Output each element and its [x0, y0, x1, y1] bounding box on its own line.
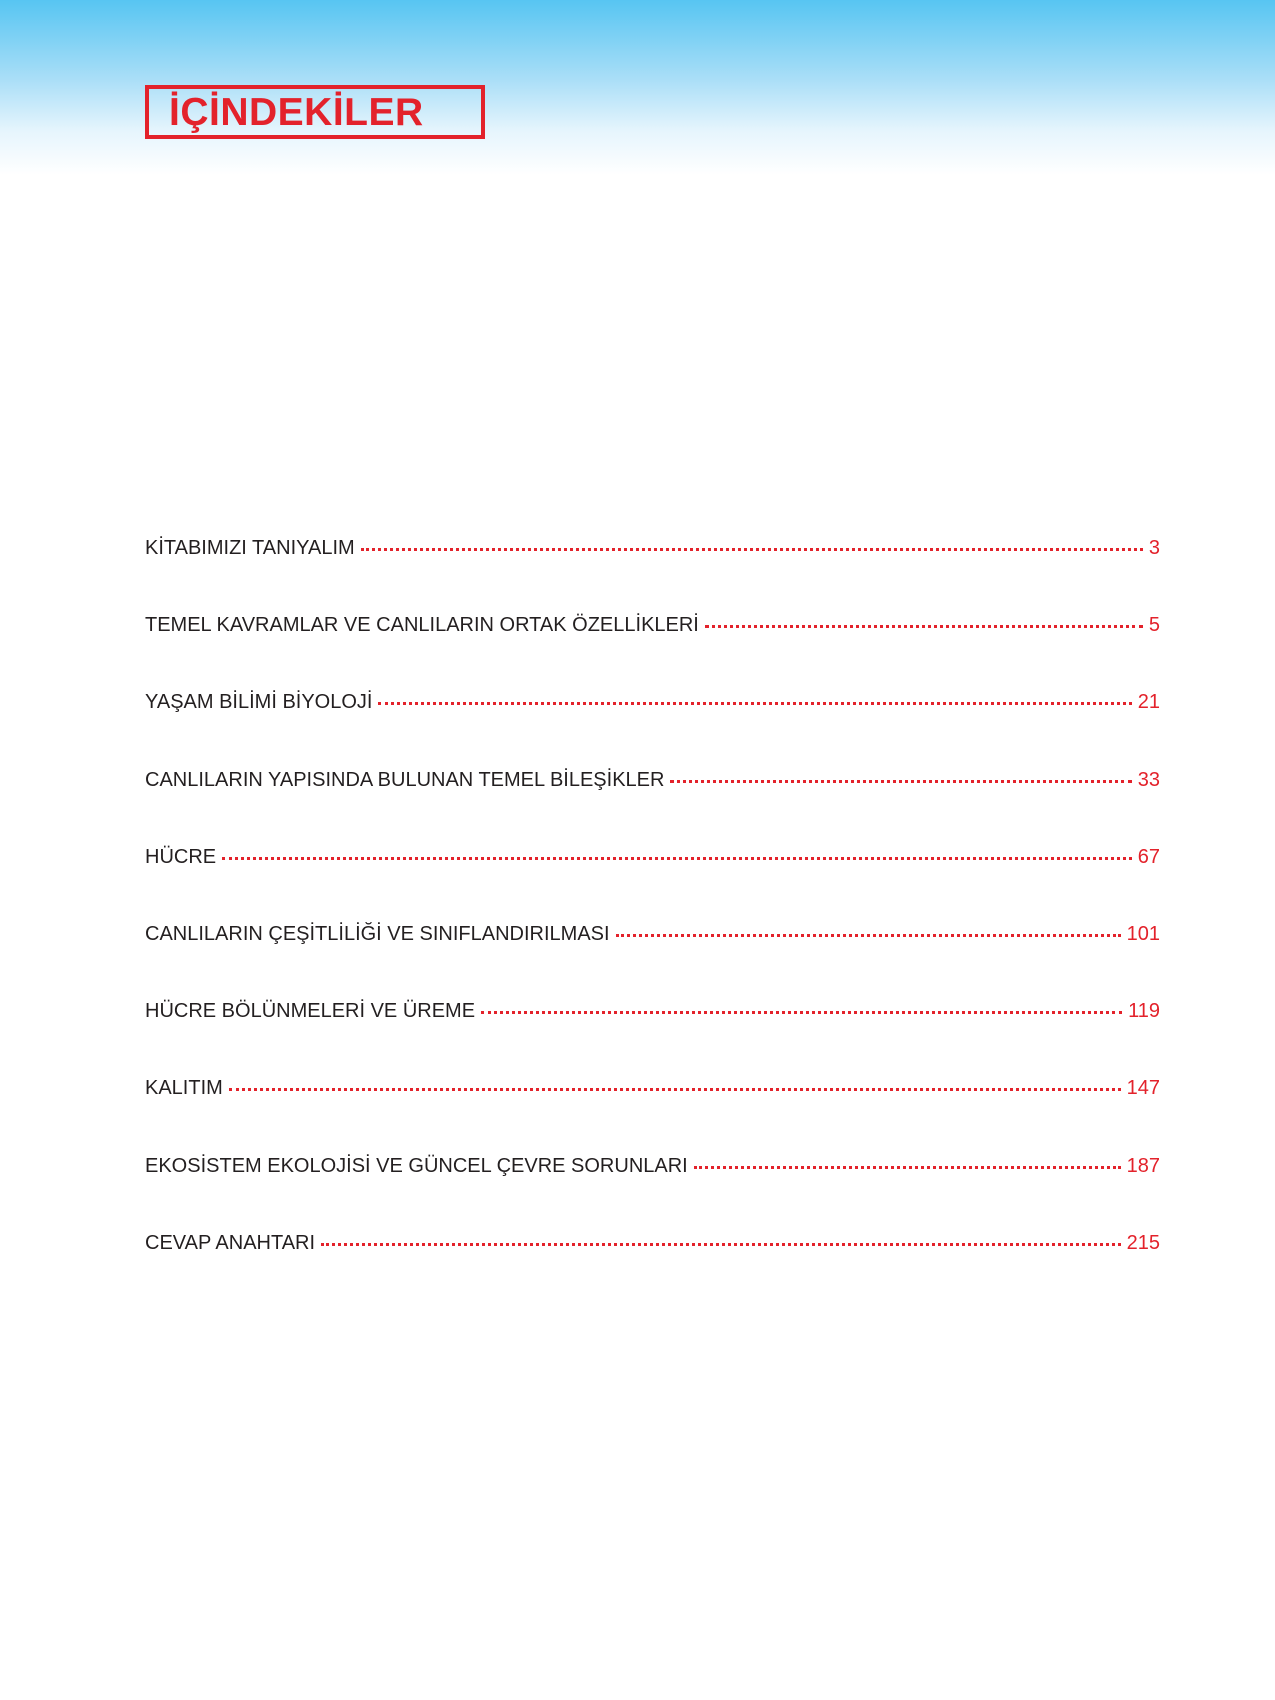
toc-entry[interactable]: [145, 923, 1160, 1000]
toc-entry-page: 101: [1126, 922, 1160, 945]
dot-leader: [694, 1166, 1121, 1169]
toc-entry[interactable]: [145, 1077, 1160, 1154]
toc-entry-label: CEVAP ANAHTARI: [145, 1231, 316, 1254]
page-title: İÇİNDEKİLER: [169, 90, 424, 134]
toc-entry-page: 21: [1137, 691, 1160, 714]
toc-entry-label: HÜCRE BÖLÜNMELERİ VE ÜREME: [145, 1000, 476, 1023]
dot-leader: [670, 780, 1131, 783]
toc-entry[interactable]: [145, 1232, 1160, 1309]
toc-entry-label: CANLILARIN ÇEŞİTLİLİĞİ VE SINIFLANDIRILMASI: [145, 922, 610, 945]
page-title-box: [145, 85, 485, 139]
toc-entry-page: 67: [1137, 845, 1160, 868]
toc-entry-label: EKOSİSTEM EKOLOJİSİ VE GÜNCEL ÇEVRE SORUNLARI: [145, 1154, 688, 1177]
toc-entry[interactable]: [145, 537, 1160, 614]
toc-entry-page: 147: [1126, 1077, 1160, 1100]
toc-entry-label: HÜCRE: [145, 845, 217, 868]
dot-leader: [705, 625, 1143, 628]
toc-entry[interactable]: [145, 769, 1160, 846]
dot-leader: [361, 548, 1143, 551]
toc-entry-label: TEMEL KAVRAMLAR VE CANLILARIN ORTAK ÖZELLİKLERİ: [145, 614, 699, 637]
dot-leader: [222, 857, 1132, 860]
toc-entry-page: 3: [1148, 537, 1160, 559]
toc-entry-label: KALITIM: [145, 1077, 223, 1100]
toc-entry-page: 119: [1128, 1000, 1160, 1023]
dot-leader: [481, 1011, 1122, 1014]
dot-leader: [229, 1088, 1121, 1091]
toc-entry-label: CANLILARIN YAPISINDA BULUNAN TEMEL BİLEŞİKLER: [145, 768, 665, 791]
toc-entry-page: 33: [1137, 768, 1160, 791]
toc-entry-page: 5: [1148, 614, 1160, 637]
toc-entry-label: KİTABIMIZI TANIYALIM: [145, 537, 355, 559]
toc-entry[interactable]: [145, 614, 1160, 691]
toc-entry[interactable]: [145, 846, 1160, 923]
dot-leader: [616, 934, 1121, 937]
dot-leader: [321, 1243, 1121, 1246]
table-of-contents: [145, 537, 1160, 1309]
toc-entry[interactable]: [145, 1155, 1160, 1232]
toc-entry-label: YAŞAM BİLİMİ BİYOLOJİ: [145, 691, 373, 714]
toc-entry[interactable]: [145, 691, 1160, 768]
dot-leader: [378, 702, 1131, 705]
toc-entry-page: 215: [1126, 1231, 1160, 1254]
toc-entry[interactable]: [145, 1000, 1160, 1077]
toc-entry-page: 187: [1126, 1154, 1160, 1177]
